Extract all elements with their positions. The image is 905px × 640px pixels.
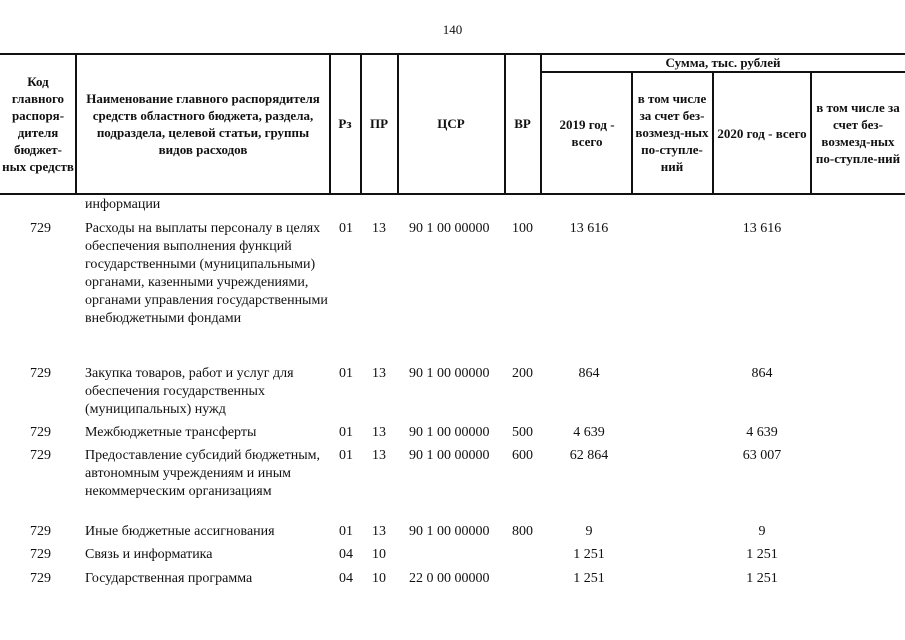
row-csr: 90 1 00 00000 (409, 425, 490, 440)
row-pr: 13 (372, 448, 386, 463)
header-2019-total: 2019 год - всего (559, 117, 615, 149)
row-csr: 90 1 00 00000 (409, 221, 490, 236)
row-sum-2019: 1 251 (573, 547, 605, 562)
header-2020-free: в том числе за счет без-возмезд-ных по-ступле-ний (815, 99, 901, 166)
row-sum-2019: 13 616 (569, 221, 609, 236)
page-number: 140 (442, 22, 463, 37)
row-pr: 13 (372, 524, 386, 539)
row-sum-2020: 13 616 (742, 221, 782, 236)
row-code: 729 (30, 425, 51, 440)
row-sum-2020: 1 251 (746, 547, 778, 562)
row-code: 729 (30, 366, 51, 381)
row-pr: 10 (372, 571, 386, 586)
row-pr: 13 (372, 425, 386, 440)
row-csr: 22 0 00 00000 (409, 571, 490, 586)
header-name: Наименование главного распорядителя средств областного бюджета, раздела, подраздела, целевой статьи, группы видов расходов (86, 90, 320, 157)
row-name: Государственная программа (85, 571, 253, 586)
row-csr: 90 1 00 00000 (409, 366, 490, 381)
row-rz: 01 (339, 448, 353, 463)
header-rz: Рз (338, 116, 352, 131)
row-sum-2020: 9 (758, 524, 766, 539)
row-sum-2019: 4 639 (573, 425, 605, 440)
row-sum-2020: 1 251 (746, 571, 778, 586)
col-divider (540, 53, 542, 194)
row-name: Межбюджетные трансферты (85, 425, 257, 440)
row-sum-2019: 9 (585, 524, 593, 539)
row-rz: 01 (339, 425, 353, 440)
row-rz: 01 (339, 524, 353, 539)
row-pr: 13 (372, 366, 386, 381)
row-sum-2019: 864 (578, 366, 600, 381)
header-pr: ПР (369, 116, 389, 131)
row-rz: 04 (339, 547, 353, 562)
row-sum-2019: 62 864 (569, 448, 609, 463)
col-divider (810, 71, 812, 194)
row-code: 729 (30, 524, 51, 539)
row-sum-2020: 4 639 (746, 425, 778, 440)
row-sum-2020: 63 007 (742, 448, 782, 463)
row-rz: 01 (339, 366, 353, 381)
row-name: Связь и информатика (85, 547, 213, 562)
header-code: Код главного распоря-дителя бюджет-ных средств (2, 73, 74, 174)
header-csr: ЦСР (437, 116, 465, 131)
col-divider (75, 53, 77, 194)
row-pr: 13 (372, 221, 386, 236)
row-rz: 01 (339, 221, 353, 236)
header-sum-group: Сумма, тыс. рублей (665, 55, 781, 70)
row-vr: 200 (512, 366, 533, 381)
row-name: Предоставление субсидий бюджетным, автономным учреждениям и иным некоммерческим организациям (85, 448, 321, 499)
row-code: 729 (30, 448, 51, 463)
row-name: Иные бюджетные ассигнования (85, 524, 275, 539)
row-pr: 10 (372, 547, 386, 562)
col-divider (631, 71, 633, 194)
row-rz: 04 (339, 571, 353, 586)
row-vr: 600 (512, 448, 533, 463)
row-code: 729 (30, 571, 51, 586)
row-vr: 800 (512, 524, 533, 539)
header-2019-free: в том числе за счет без-возмезд-ных по-ступле-ний (635, 91, 709, 174)
row-code: 729 (30, 221, 51, 236)
row-csr: 90 1 00 00000 (409, 448, 490, 463)
row-name: Закупка товаров, работ и услуг для обеспечения государственных (муниципальных) нужд (85, 366, 294, 417)
row-sum-2019: 1 251 (573, 571, 605, 586)
continuation-text: информации (85, 197, 161, 212)
row-vr: 100 (512, 221, 533, 236)
row-sum-2020: 864 (751, 366, 773, 381)
header-vr: ВР (514, 116, 531, 131)
row-csr: 90 1 00 00000 (409, 524, 490, 539)
row-name: Расходы на выплаты персоналу в целях обеспечения выполнения функций государственными (муниципальными) органами, казенными учреждениями, органами управления государственными внебюджетными фондами (85, 221, 328, 326)
row-vr: 500 (512, 425, 533, 440)
col-divider (712, 71, 714, 194)
header-bottom-border (0, 193, 905, 195)
row-code: 729 (30, 547, 51, 562)
header-2020-total: 2020 год - всего (717, 125, 807, 141)
